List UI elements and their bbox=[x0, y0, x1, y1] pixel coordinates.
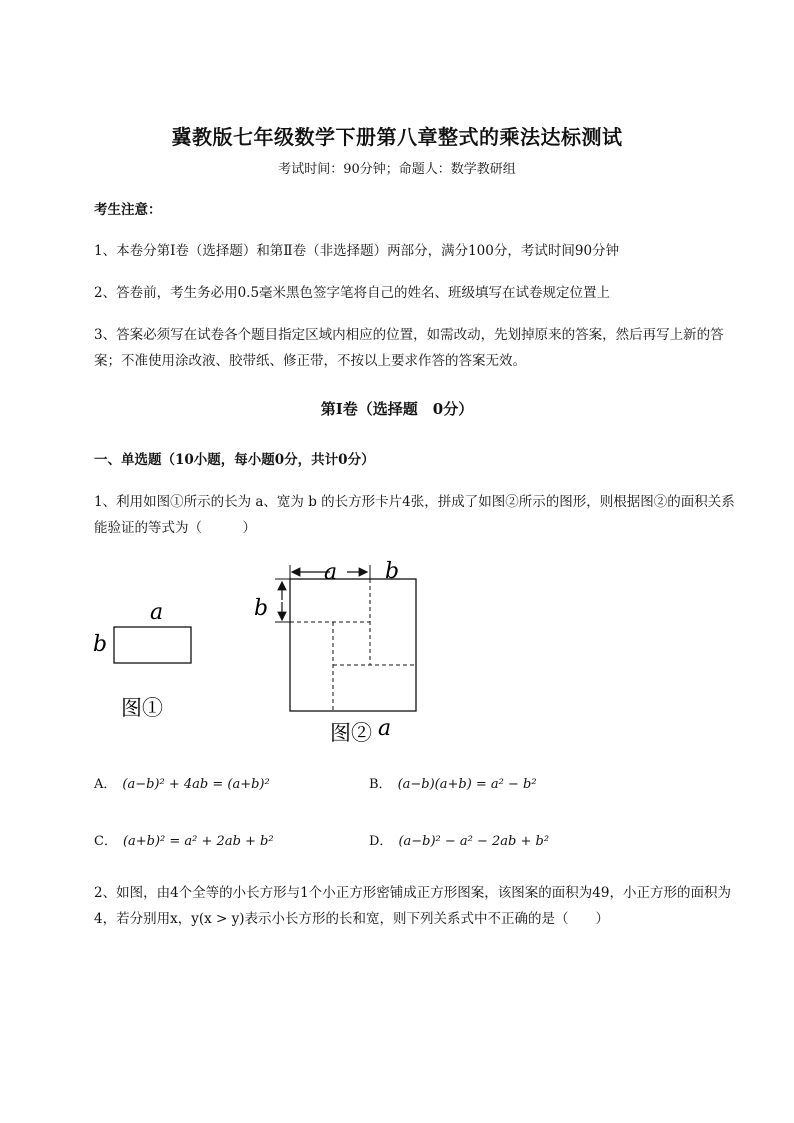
option-b-label: B． bbox=[369, 777, 392, 792]
big-square bbox=[290, 579, 416, 711]
fig1-label-b: b bbox=[93, 632, 108, 657]
exam-info: 考试时间：90分钟；命题人：数学教研组 bbox=[278, 162, 516, 177]
fig1-label-a: a bbox=[150, 600, 164, 625]
notice-item-1: 1、本卷分第I卷（选择题）和第Ⅱ卷（非选择题）两部分，满分100分，考试时间90分钟 bbox=[94, 243, 620, 259]
notice-item-2: 2、答卷前，考生务必用0.5毫米黑色签字笔将自己的姓名、班级填写在试卷规定位置上 bbox=[94, 285, 611, 301]
option-d[interactable] bbox=[369, 830, 549, 849]
option-c-label: C． bbox=[94, 834, 117, 849]
option-c-expr: (a+b)² = a² + 2ab + b² bbox=[122, 834, 274, 849]
fig2-label-b-left: b bbox=[254, 596, 269, 621]
fig2-label-a-top: a bbox=[324, 560, 338, 585]
fig2-caption: 图② bbox=[330, 721, 372, 745]
option-d-label: D． bbox=[369, 834, 393, 849]
question-1-text: 1、利用如图①所示的长为 a、宽为 b 的长方形卡片4张，拼成了如图②所示的图形，则根据图②的面积关系能验证的等式为（ ） bbox=[94, 494, 735, 536]
figure-1 bbox=[93, 600, 191, 720]
fig2-label-b-top: b bbox=[385, 559, 400, 584]
question-2-text: 2、如图，由4个全等的小长方形与1个小正方形密铺成正方形图案，该图案的面积为49，小正方形的面积为4，若分别用x，y(x > y)表示小长方形的长和宽，则下列关系式中不正确的是（ ） bbox=[94, 885, 731, 927]
notice-heading: 考生注意： bbox=[94, 202, 162, 218]
option-c[interactable] bbox=[94, 830, 274, 849]
part-heading: 一、单选题（10小题，每小题0分，共计0分） bbox=[94, 452, 375, 468]
notice-item-3: 3、答案必须写在试卷各个题目指定区域内相应的位置，如需改动，先划掉原来的答案，然后再写上新的答案；不准使用涂改液、胶带纸、修正带，不按以上要求作答的答案无效。 bbox=[94, 327, 724, 369]
fig1-caption: 图① bbox=[121, 696, 163, 720]
question-1-figure bbox=[84, 555, 444, 750]
option-a-label: A． bbox=[94, 777, 117, 792]
page-title: 冀教版七年级数学下册第八章整式的乘法达标测试 bbox=[171, 125, 623, 149]
card-rectangle bbox=[114, 627, 191, 663]
option-a-expr: (a−b)² + 4ab = (a+b)² bbox=[122, 777, 270, 792]
figure-2 bbox=[254, 559, 416, 745]
option-d-expr: (a−b)² − a² − 2ab + b² bbox=[398, 834, 550, 849]
fig2-label-a-bottom: a bbox=[378, 716, 392, 741]
option-b[interactable] bbox=[369, 773, 537, 792]
option-a[interactable] bbox=[94, 773, 270, 792]
option-b-expr: (a−b)(a+b) = a² − b² bbox=[397, 777, 537, 792]
section-title: 第I卷（选择题 0分） bbox=[320, 400, 474, 418]
